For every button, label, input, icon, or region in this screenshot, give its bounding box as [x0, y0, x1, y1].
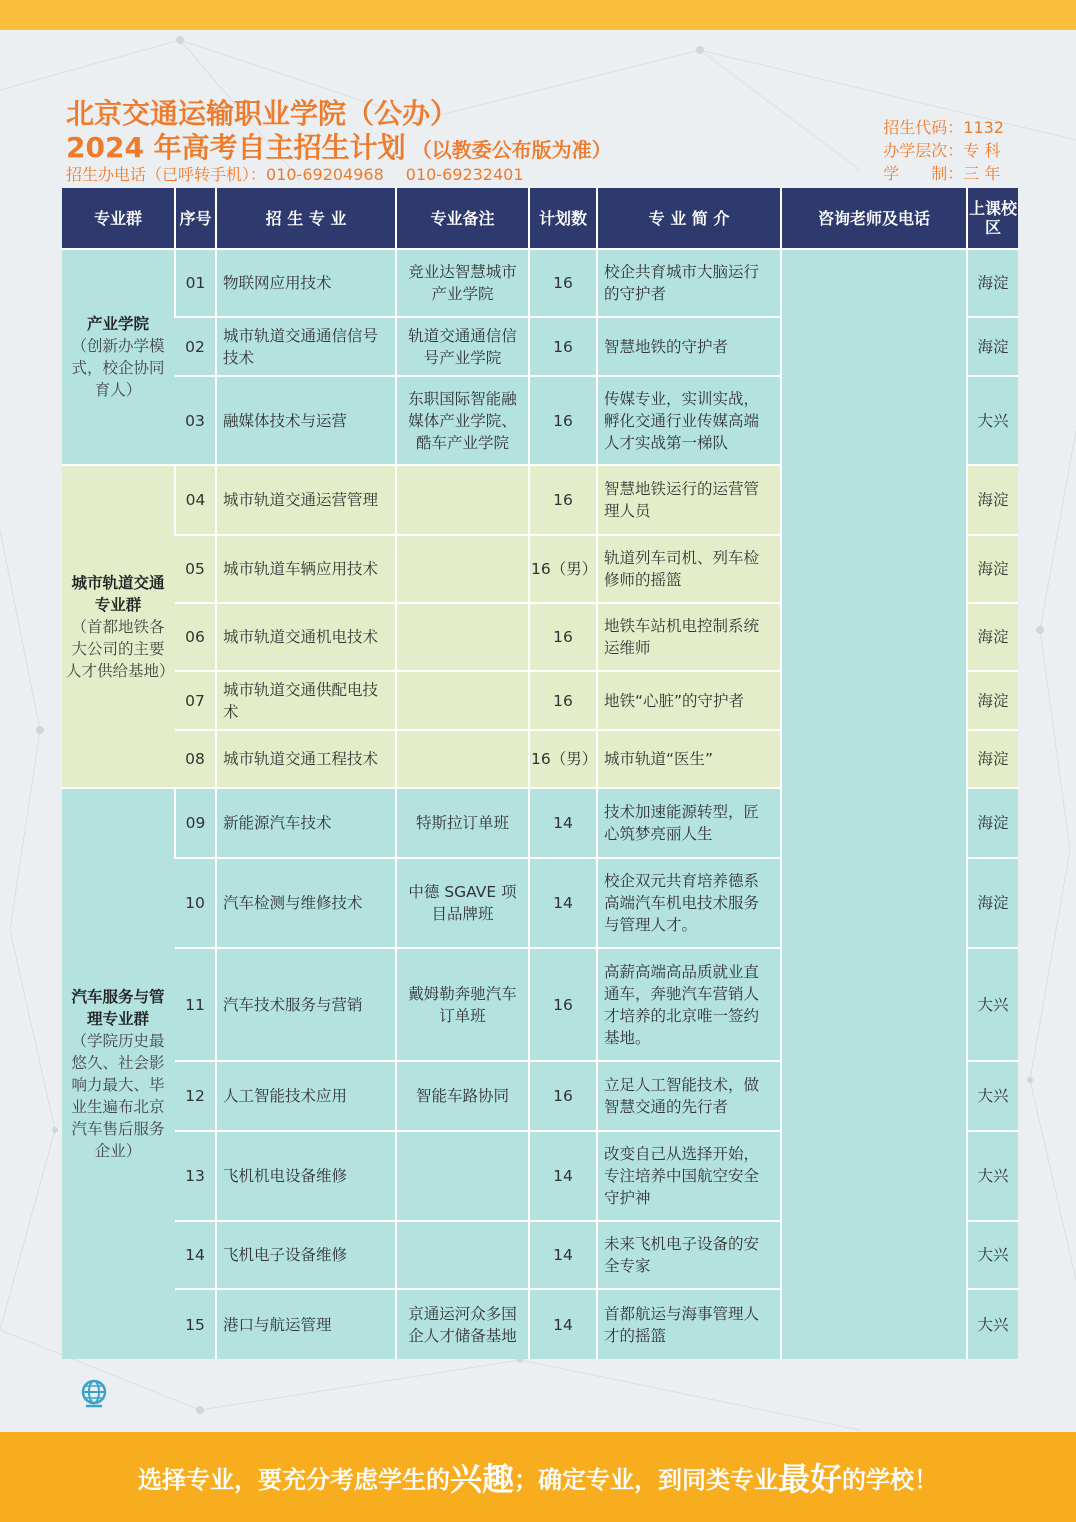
- footer-slogan: [0, 1432, 1076, 1522]
- row-intro: 传媒专业，实训实战，孵化交通行业传媒高端人才实战第一梯队: [597, 376, 781, 465]
- group-cell-2: [62, 465, 175, 788]
- row-intro: 地铁车站机电控制系统运维师: [597, 603, 781, 671]
- row-intro: 校企双元共育培养德系高端汽车机电技术服务与管理人才。: [597, 858, 781, 948]
- table-row: [62, 249, 1018, 317]
- school-duration: 学 制：三 年: [883, 164, 1001, 183]
- row-campus: 大兴: [967, 376, 1018, 465]
- school-level: 办学层次：专 科: [883, 141, 1001, 160]
- globe-icon: [78, 1378, 110, 1410]
- row-major: 城市轨道交通通信信号技术: [216, 317, 396, 376]
- phone-number-1: 010-69204968: [266, 165, 384, 184]
- subtitle-note: （以教委公布版为准）: [411, 138, 612, 162]
- school-meta: [883, 116, 1004, 185]
- row-no: 12: [175, 1061, 216, 1131]
- group-name: 产业学院: [86, 315, 149, 333]
- row-campus: 海淀: [967, 249, 1018, 317]
- admission-code: 招生代码：1132: [883, 118, 1004, 137]
- row-major: 城市轨道交通工程技术: [216, 730, 396, 788]
- row-remark: [396, 465, 529, 535]
- row-intro: 未来飞机电子设备的安全专家: [597, 1221, 781, 1289]
- row-major: 城市轨道车辆应用技术: [216, 535, 396, 603]
- subtitle-text: 2024 年高考自主招生计划: [66, 131, 406, 164]
- row-plan: 14: [529, 788, 597, 858]
- row-major: 飞机电子设备维修: [216, 1221, 396, 1289]
- row-no: 11: [175, 948, 216, 1061]
- row-major: 汽车检测与维修技术: [216, 858, 396, 948]
- row-no: 07: [175, 671, 216, 730]
- row-remark: 京通运河众多国企人才储备基地: [396, 1289, 529, 1359]
- group-name: 汽车服务与管理专业群: [71, 988, 165, 1028]
- row-plan: 16（男）: [529, 535, 597, 603]
- col-consult: 咨询老师及电话: [781, 188, 967, 249]
- row-intro: 轨道列车司机、列车检修师的摇篮: [597, 535, 781, 603]
- row-plan: 16: [529, 1061, 597, 1131]
- row-plan: 14: [529, 858, 597, 948]
- row-remark: [396, 1221, 529, 1289]
- slogan-part-1: 选择专业，要充分考虑学生的: [137, 1465, 450, 1494]
- col-remark: 专业备注: [396, 188, 529, 249]
- row-remark: [396, 671, 529, 730]
- row-major: 物联网应用技术: [216, 249, 396, 317]
- row-remark: 戴姆勒奔驰汽车订单班: [396, 948, 529, 1061]
- row-campus: 大兴: [967, 1221, 1018, 1289]
- row-campus: 大兴: [967, 948, 1018, 1061]
- row-no: 06: [175, 603, 216, 671]
- row-major: 人工智能技术应用: [216, 1061, 396, 1131]
- row-no: 03: [175, 376, 216, 465]
- group-cell-3: [62, 788, 175, 1359]
- row-campus: 海淀: [967, 603, 1018, 671]
- row-major: 港口与航运管理: [216, 1289, 396, 1359]
- row-plan: 14: [529, 1131, 597, 1221]
- row-plan: 16: [529, 603, 597, 671]
- admission-plan-table: [62, 188, 1018, 1359]
- row-campus: 海淀: [967, 730, 1018, 788]
- row-major: 飞机机电设备维修: [216, 1131, 396, 1221]
- row-plan: 16: [529, 376, 597, 465]
- row-plan: 16: [529, 317, 597, 376]
- page-subtitle: [66, 126, 612, 166]
- row-plan: 16（男）: [529, 730, 597, 788]
- col-campus: 上课校区: [967, 188, 1018, 249]
- row-remark: 竞业达智慧城市产业学院: [396, 249, 529, 317]
- table-header: [62, 188, 1018, 249]
- row-intro: 城市轨道“医生”: [597, 730, 781, 788]
- row-intro: 立足人工智能技术，做智慧交通的先行者: [597, 1061, 781, 1131]
- row-major: 融媒体技术与运营: [216, 376, 396, 465]
- row-plan: 16: [529, 948, 597, 1061]
- row-remark: [396, 1131, 529, 1221]
- row-campus: 海淀: [967, 858, 1018, 948]
- row-major: 汽车技术服务与营销: [216, 948, 396, 1061]
- row-remark: 轨道交通通信信号产业学院: [396, 317, 529, 376]
- row-no: 14: [175, 1221, 216, 1289]
- row-intro: 校企共育城市大脑运行的守护者: [597, 249, 781, 317]
- row-plan: 16: [529, 249, 597, 317]
- col-major: 招 生 专 业: [216, 188, 396, 249]
- row-plan: 16: [529, 671, 597, 730]
- row-intro: 技术加速能源转型，匠心筑梦亮丽人生: [597, 788, 781, 858]
- row-remark: 特斯拉订单班: [396, 788, 529, 858]
- row-campus: 大兴: [967, 1061, 1018, 1131]
- phone-number-2: 010-69232401: [405, 165, 524, 184]
- row-no: 02: [175, 317, 216, 376]
- row-intro: 改变自己从选择开始，专注培养中国航空安全守护神: [597, 1131, 781, 1221]
- slogan-emphasis-1: 兴趣: [449, 1460, 514, 1498]
- col-intro: 专 业 简 介: [597, 188, 781, 249]
- col-plan: 计划数: [529, 188, 597, 249]
- col-group: 专业群: [62, 188, 175, 249]
- row-remark: [396, 730, 529, 788]
- row-intro: 高薪高端高品质就业直通车，奔驰汽车营销人才培养的北京唯一签约基地。: [597, 948, 781, 1061]
- row-remark: 智能车路协同: [396, 1061, 529, 1131]
- row-intro: 智慧地铁运行的运营管理人员: [597, 465, 781, 535]
- row-no: 15: [175, 1289, 216, 1359]
- row-no: 05: [175, 535, 216, 603]
- row-major: 城市轨道交通机电技术: [216, 603, 396, 671]
- row-campus: 海淀: [967, 465, 1018, 535]
- row-major: 新能源汽车技术: [216, 788, 396, 858]
- row-remark: [396, 603, 529, 671]
- row-remark: 东职国际智能融媒体产业学院、酷车产业学院: [396, 376, 529, 465]
- row-no: 01: [175, 249, 216, 317]
- row-major: 城市轨道交通供配电技术: [216, 671, 396, 730]
- row-remark: 中德 SGAVE 项目品牌班: [396, 858, 529, 948]
- slogan-emphasis-2: 最好: [778, 1460, 843, 1498]
- admission-phone: [66, 162, 532, 185]
- row-campus: 海淀: [967, 788, 1018, 858]
- col-no: 序号: [175, 188, 216, 249]
- page-title: 北京交通运输职业学院（公办）: [66, 97, 459, 130]
- row-campus: 海淀: [967, 535, 1018, 603]
- row-no: 10: [175, 858, 216, 948]
- group-desc: （首都地铁各大公司的主要人才供给基地）: [66, 617, 175, 680]
- row-campus: 大兴: [967, 1289, 1018, 1359]
- group-desc: （学院历史最悠久、社会影响力最大、毕业生遍布北京汽车售后服务企业）: [71, 1032, 165, 1160]
- row-remark: [396, 535, 529, 603]
- row-campus: 海淀: [967, 671, 1018, 730]
- row-no: 04: [175, 465, 216, 535]
- row-major: 城市轨道交通运营管理: [216, 465, 396, 535]
- slogan-part-3: 的学校！: [842, 1465, 939, 1494]
- row-intro: 智慧地铁的守护者: [597, 317, 781, 376]
- row-intro: 地铁“心脏”的守护者: [597, 671, 781, 730]
- row-intro: 首都航运与海事管理人才的摇篮: [597, 1289, 781, 1359]
- top-bar: [0, 0, 1076, 30]
- phone-label: 招生办电话（已呼转手机）：: [66, 165, 267, 184]
- row-plan: 14: [529, 1221, 597, 1289]
- slogan-part-2: ；确定专业，到同类专业: [514, 1465, 778, 1494]
- consult-cell: [781, 249, 967, 1359]
- group-name: 城市轨道交通专业群: [71, 573, 165, 614]
- row-no: 09: [175, 788, 216, 858]
- row-plan: 14: [529, 1289, 597, 1359]
- row-campus: 大兴: [967, 1131, 1018, 1221]
- group-desc: （创新办学模式，校企协同育人）: [71, 337, 165, 399]
- row-no: 08: [175, 730, 216, 788]
- row-no: 13: [175, 1131, 216, 1221]
- group-cell-1: [62, 249, 175, 465]
- row-plan: 16: [529, 465, 597, 535]
- row-campus: 海淀: [967, 317, 1018, 376]
